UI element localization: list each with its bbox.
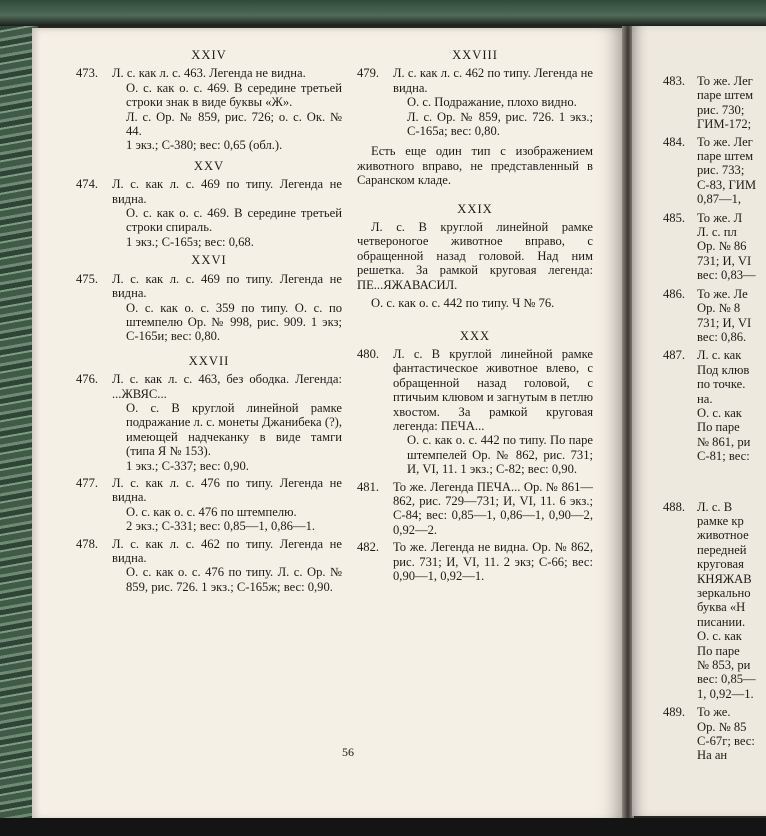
entry-line: Л. с. как л. с. 463. Легенда не видна.	[112, 66, 306, 81]
entry-line: О. с. как о. с. 359 по типу. О. с. по штемпелю Ор. № 998, рис. 909. 1 экз; С-165и; вес: 0,80.	[126, 300, 342, 344]
entry-number: 474.	[76, 177, 99, 192]
entry-line: То же. Ле	[697, 286, 748, 301]
entry-number: 482.	[357, 540, 380, 555]
entry-line: То же. Лег	[697, 74, 753, 88]
catalog-entry	[76, 66, 342, 152]
entry-line: по точке.	[697, 377, 746, 392]
entry-line: Л. с. как	[697, 348, 742, 363]
entry-line: писании.	[697, 614, 746, 629]
book-bottom-edge	[0, 818, 766, 836]
entry-line: 731; И, VI	[697, 253, 752, 268]
right-page	[632, 26, 766, 816]
entry-number: 477.	[76, 475, 99, 490]
entry-line: О. с. как	[697, 629, 742, 644]
entry-line: рис. 730;	[697, 102, 745, 117]
entry-line: Ор. № 8	[697, 301, 741, 316]
entry-line: По паре	[697, 643, 740, 658]
entry-line: Ор. № 85	[697, 719, 747, 734]
entry-line: Л. с. как л. с. 463, без ободка. Легенда: ...ЖВЯС...	[112, 372, 342, 401]
entry-number: 478.	[76, 536, 99, 551]
entry-number: 481.	[357, 479, 380, 494]
entry-line: Ор. № 86	[697, 239, 747, 254]
section-heading: XXVI	[191, 253, 227, 268]
catalog-entry	[663, 135, 766, 207]
column-3	[663, 74, 766, 766]
section-heading: XXVIII	[452, 48, 498, 62]
catalog-entry	[663, 348, 766, 463]
entry-line: 2 экз.; С-331; вес: 0,85—1, 0,86—1.	[126, 519, 316, 534]
entry-line: Под клюв	[697, 362, 750, 377]
catalog-entry	[663, 74, 766, 132]
entry-line: рамке кр	[697, 513, 744, 528]
entry-line: О. с. как о. с. 476 по штемпелю.	[126, 504, 297, 519]
entry-line: 1 экз.; С-380; вес: 0,65 (обл.).	[126, 138, 283, 153]
catalog-entry	[357, 480, 593, 538]
section-heading: XXIV	[191, 48, 227, 62]
entry-line: О. с. как о. с. 469. В середине третьей строки спираль.	[126, 206, 342, 235]
catalog-entry	[76, 272, 342, 344]
entry-number: 488.	[663, 499, 686, 514]
entry-line: передней	[697, 542, 747, 557]
entry-line: ГИМ-172;	[697, 117, 752, 132]
entry-line: С-67г; вес:	[697, 734, 755, 749]
entry-line: Л. с. как л. с. 469 по типу. Легенда не видна.	[112, 271, 342, 301]
column-2	[357, 48, 593, 586]
entry-line: То же. Лег	[697, 134, 753, 149]
catalog-entry	[357, 347, 593, 477]
entry-number: 484.	[663, 134, 686, 149]
entry-line: Л. с. Ор. № 859, рис. 726; о. с. Ок. № 44.	[126, 109, 342, 139]
entry-line: На ан	[697, 748, 728, 763]
entry-line: Л. с. как л. с. 469 по типу. Легенда не видна.	[112, 177, 342, 206]
catalog-entry	[663, 287, 766, 345]
entry-number: 487.	[663, 348, 686, 363]
entry-line: Л. с. В	[697, 499, 733, 514]
section-heading: XXIX	[457, 201, 493, 216]
entry-number: 480.	[357, 346, 380, 361]
description-paragraph: Л. с. В круглой линейной рамке четвероногое животное вправо, с обращенной назад головой. Над ним решетка. За рамкой круговая легенда: ПЕ...ЯЖАВАСИЛ.	[357, 220, 593, 292]
entry-line: зеркально	[697, 586, 751, 600]
entry-line: 731; И, VI	[697, 315, 752, 330]
entry-number: 479.	[357, 66, 380, 81]
entry-line: Л. с. как л. с. 462 по типу. Легенда не видна.	[393, 66, 593, 95]
entry-number: 485.	[663, 210, 686, 225]
section-heading: XXVII	[188, 353, 230, 368]
description-paragraph: О. с. как о. с. 442 по типу. Ч № 76.	[371, 296, 555, 311]
entry-line: 1 экз.; С-337; вес: 0,90.	[126, 458, 249, 473]
entry-line: По паре	[697, 420, 740, 435]
entry-line: 1, 0,92—1.	[697, 686, 754, 701]
book-cover-top	[0, 0, 766, 26]
entry-line: Л. с. как л. с. 462 по типу. Легенда не видна.	[112, 536, 342, 565]
entry-line: паре штем	[697, 88, 754, 103]
entry-line: вес: 0,83—	[697, 268, 756, 283]
note-paragraph: Есть еще один тип с изображением животного вправо, не представленный в Саранском кладе.	[357, 144, 593, 188]
entry-number: 475.	[76, 271, 99, 286]
catalog-entry	[76, 177, 342, 249]
entry-line: О. с. как о. с. 476 по типу. Л. с. Ор. № 859, рис. 726. 1 экз.; С-165ж; вес: 0,90.	[126, 565, 342, 594]
catalog-entry	[663, 211, 766, 283]
entry-line: Л. с. пл	[697, 225, 737, 240]
entry-line: на.	[697, 391, 713, 406]
entry-line: О. с. Подражание, плохо видно.	[407, 95, 577, 110]
entry-number: 489.	[663, 705, 686, 720]
entry-line: № 853, ри	[697, 658, 751, 673]
entry-line: О. с. как	[697, 405, 742, 420]
entry-line: рис. 733;	[697, 163, 745, 178]
catalog-entry	[663, 500, 766, 702]
entry-line: круговая	[697, 557, 744, 572]
entry-line: С-83, ГИМ	[697, 177, 757, 192]
section-heading: XXX	[459, 328, 491, 343]
entry-line: Л. с. как л. с. 476 по типу. Легенда не видна.	[112, 475, 342, 505]
page-number: 56	[342, 745, 354, 759]
entry-line: паре штем	[697, 149, 754, 164]
catalog-entry	[76, 372, 342, 473]
entry-line: вес: 0,85—	[697, 672, 756, 687]
section-heading: XXV	[193, 158, 225, 173]
entry-number: 473.	[76, 66, 99, 81]
entry-line: О. с. как о. с. 469. В середине третьей строки знак в виде буквы «Ж».	[126, 80, 342, 110]
entry-line: 1 экз.; С-165з; вес: 0,68.	[126, 234, 254, 249]
entry-number: 483.	[663, 74, 686, 88]
column-1	[76, 48, 342, 597]
catalog-entry	[357, 540, 593, 583]
entry-line: То же. Легенда не видна. Ор. № 862, рис. 731; И, VI, 11. 2 экз; С-66; вес: 0,90—1, 0,92—1.	[393, 540, 593, 583]
entry-line: То же. Л	[697, 210, 743, 225]
entry-line: О. с. В круглой линейной рамке подражание л. с. монеты Джанибека (?), имеющей надчеканку в виде тамги (типа Я № 153).	[126, 400, 342, 459]
catalog-entry	[357, 66, 593, 138]
entry-line: КНЯЖАВ	[697, 571, 752, 586]
entry-line: Л. с. Ор. № 859, рис. 726. 1 экз.; С-165а; вес: 0,80.	[407, 109, 593, 139]
catalog-entry	[76, 537, 342, 595]
entry-line: буква «Н	[697, 600, 746, 615]
entry-number: 476.	[76, 372, 99, 387]
catalog-entry	[663, 705, 766, 763]
entry-line: То же. Легенда ПЕЧА... Ор. № 861—862, рис. 729—731; И, VI, 11. 6 экз.; С-84; вес: 0,85—1, 0,86—1, 0,90—2, 0,92—2.	[393, 479, 593, 537]
entry-line: То же.	[697, 705, 731, 720]
entry-line: Л. с. В круглой линейной рамке фантастическое животное влево, с обращенной назад головой, с птичьим клювом и загнутым в петлю хвостом. За рамкой круговая легенда: ПЕЧА...	[393, 346, 593, 433]
entry-line: О. с. как о. с. 442 по типу. По паре штемпелей Ор. № 862, рис. 731; И, VI, 11. 1 экз.; С-82; вес: 0,90.	[407, 433, 593, 477]
entry-line: животное	[697, 528, 749, 543]
entry-line: № 861, ри	[697, 434, 751, 449]
catalog-entry	[76, 476, 342, 534]
entry-number: 486.	[663, 286, 686, 301]
entry-line: С-81; вес:	[697, 449, 750, 464]
entry-line: вес: 0,86.	[697, 329, 747, 344]
entry-line: 0,87—1,	[697, 192, 742, 207]
